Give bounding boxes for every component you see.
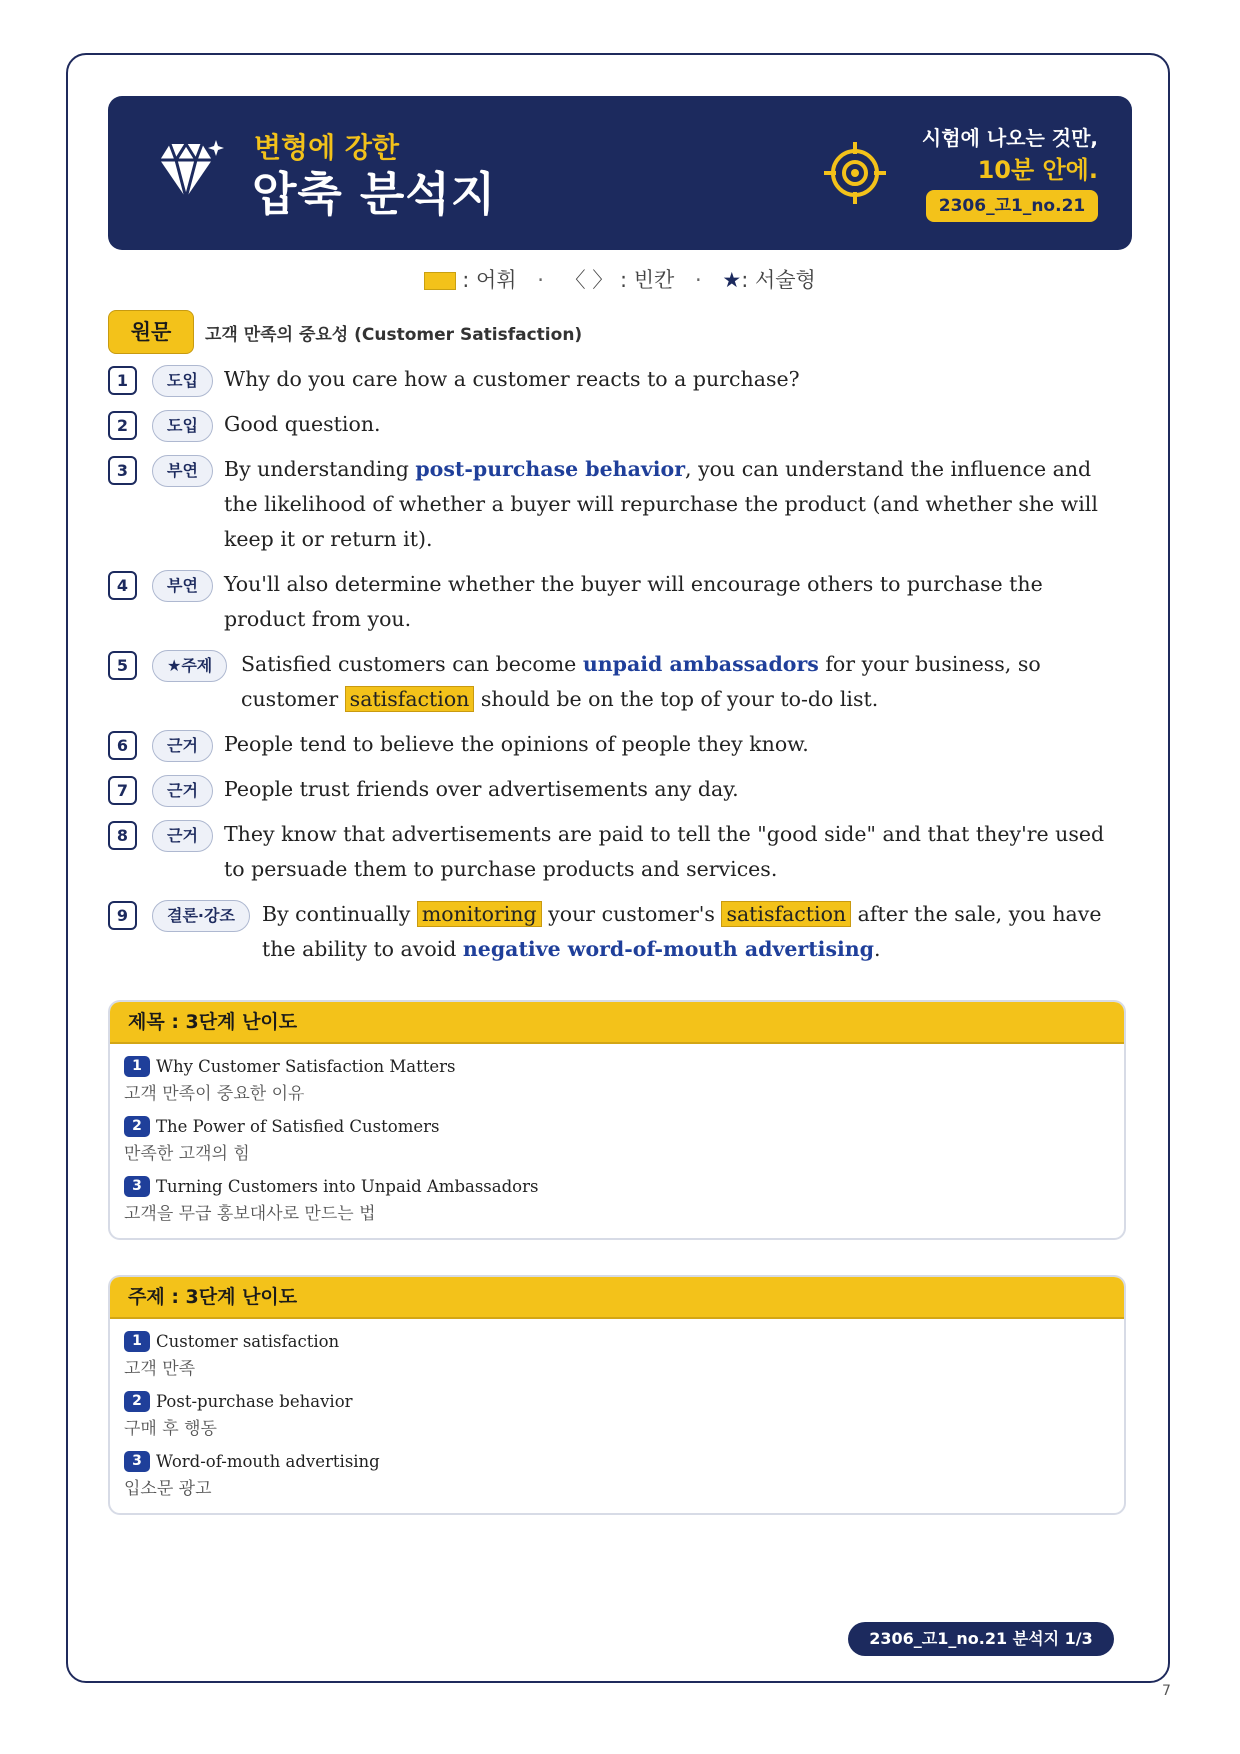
role-badge: 부연 <box>152 455 213 487</box>
topic-item <box>110 1331 1124 1379</box>
legend-essay: : 서술형 <box>741 268 816 292</box>
topic-box <box>108 1275 1126 1515</box>
legend-blank: : 빈칸 <box>619 268 675 292</box>
original-title: 고객 만족의 중요성 (Customer Satisfaction) <box>205 325 583 345</box>
sentence-text: Good question. <box>224 412 381 436</box>
item-korean: 만족한 고객의 힘 <box>124 1144 250 1164</box>
page-number: 7 <box>1162 1683 1171 1699</box>
legend-blank-symbol: 〈 〉 <box>564 268 614 292</box>
sentence-number: 5 <box>108 651 137 680</box>
sentence-text: People tend to believe the opinions of people they know. <box>224 732 809 756</box>
role-badge: ★주제 <box>152 650 227 682</box>
sentence-number: 9 <box>108 901 137 930</box>
keyword: negative word-of-mouth advertising <box>462 937 875 961</box>
sentence-4 <box>108 567 1128 639</box>
item-english: Why Customer Satisfaction Matters <box>156 1057 456 1076</box>
sentence-text: By understanding post-purchase behavior, you can understand the influence and the likelihood of whether a buyer will repurchase the product (and whether she will keep it or return it). <box>224 457 1098 551</box>
item-number: 1 <box>124 1056 150 1077</box>
role-badge: 도입 <box>152 410 213 442</box>
role-badge: 근거 <box>152 730 213 762</box>
vocab-highlight: monitoring <box>417 901 542 927</box>
sentence-number: 8 <box>108 821 137 850</box>
sentence-text: By continually monitoring your customer's satisfaction after the sale, you have the ability to avoid negative word-of-mouth advertising. <box>262 902 1102 961</box>
keyword: unpaid ambassadors <box>582 652 819 676</box>
item-korean: 고객 만족 <box>124 1359 196 1379</box>
topic-item <box>110 1451 1124 1499</box>
item-english: Turning Customers into Unpaid Ambassadors <box>156 1177 539 1196</box>
item-number: 2 <box>124 1391 150 1412</box>
role-badge: 부연 <box>152 570 213 602</box>
sentence-9 <box>108 897 1128 969</box>
sentence-5 <box>108 647 1128 719</box>
sentence-number: 4 <box>108 571 137 600</box>
item-english: Customer satisfaction <box>156 1332 340 1351</box>
keyword: post-purchase behavior <box>415 457 686 481</box>
item-korean: 고객 만족이 중요한 이유 <box>124 1084 305 1104</box>
sentence-7 <box>108 772 1128 808</box>
item-korean: 고객을 무급 홍보대사로 만드는 법 <box>124 1204 376 1224</box>
sentence-2 <box>108 407 1128 443</box>
sentence-text: People trust friends over advertisements any day. <box>224 777 739 801</box>
sentence-text: Satisfied customers can become unpaid ambassadors for your business, so customer satisfaction should be on the top of your to-do list. <box>241 652 1041 711</box>
sentence-3 <box>108 452 1128 560</box>
item-number: 3 <box>124 1451 150 1472</box>
item-english: Post-purchase behavior <box>156 1392 353 1411</box>
item-number: 3 <box>124 1176 150 1197</box>
sentence-1 <box>108 362 1128 398</box>
title-box-heading: 제목 : 3단계 난이도 <box>110 1002 1124 1044</box>
code-badge: 2306_고1_no.21 <box>926 190 1098 222</box>
topic-item <box>110 1391 1124 1439</box>
vocab-highlight: satisfaction <box>721 901 851 927</box>
title-item <box>110 1116 1124 1164</box>
role-badge: 도입 <box>152 365 213 397</box>
sentence-number: 2 <box>108 411 137 440</box>
item-korean: 입소문 광고 <box>124 1479 212 1499</box>
slogan-line2: 10분 안에. <box>977 156 1098 184</box>
role-badge: 결론·강조 <box>152 900 250 932</box>
slogan-line1: 시험에 나오는 것만, <box>921 126 1098 150</box>
header-banner <box>108 96 1132 250</box>
legend-dot: · <box>694 268 702 292</box>
role-badge: 근거 <box>152 775 213 807</box>
footer-badge: 2306_고1_no.21 분석지 1/3 <box>848 1622 1114 1656</box>
item-korean: 구매 후 행동 <box>124 1419 217 1439</box>
item-number: 1 <box>124 1331 150 1352</box>
sentence-text: You'll also determine whether the buyer will encourage others to purchase the product from you. <box>224 572 1043 631</box>
title-item <box>110 1176 1124 1224</box>
sentence-number: 1 <box>108 366 137 395</box>
star-icon: ★ <box>722 268 742 292</box>
diamond-icon <box>160 136 224 206</box>
target-icon <box>822 140 888 206</box>
sentence-8 <box>108 817 1128 889</box>
item-english: The Power of Satisfied Customers <box>156 1117 440 1136</box>
original-badge: 원문 <box>108 310 194 354</box>
sentence-text: They know that advertisements are paid to tell the "good side" and that they're used to persuade them to purchase products and services. <box>224 822 1105 881</box>
sentence-number: 7 <box>108 776 137 805</box>
legend-vocab: : 어휘 <box>462 268 517 292</box>
title-top: 변형에 강한 <box>254 131 399 164</box>
item-number: 2 <box>124 1116 150 1137</box>
title-item <box>110 1056 1124 1104</box>
sentence-number: 3 <box>108 456 137 485</box>
sentence-6 <box>108 727 1128 763</box>
item-english: Word-of-mouth advertising <box>156 1452 380 1471</box>
topic-box-heading: 주제 : 3단계 난이도 <box>110 1277 1124 1319</box>
vocab-highlight: satisfaction <box>345 686 475 712</box>
sentence-number: 6 <box>108 731 137 760</box>
title-box <box>108 1000 1126 1240</box>
role-badge: 근거 <box>152 820 213 852</box>
title-main: 압축 분석지 <box>252 167 497 221</box>
legend <box>0 264 1240 294</box>
vocab-swatch <box>424 272 456 290</box>
sentence-text: Why do you care how a customer reacts to a purchase? <box>224 367 800 391</box>
legend-dot: · <box>537 268 544 292</box>
